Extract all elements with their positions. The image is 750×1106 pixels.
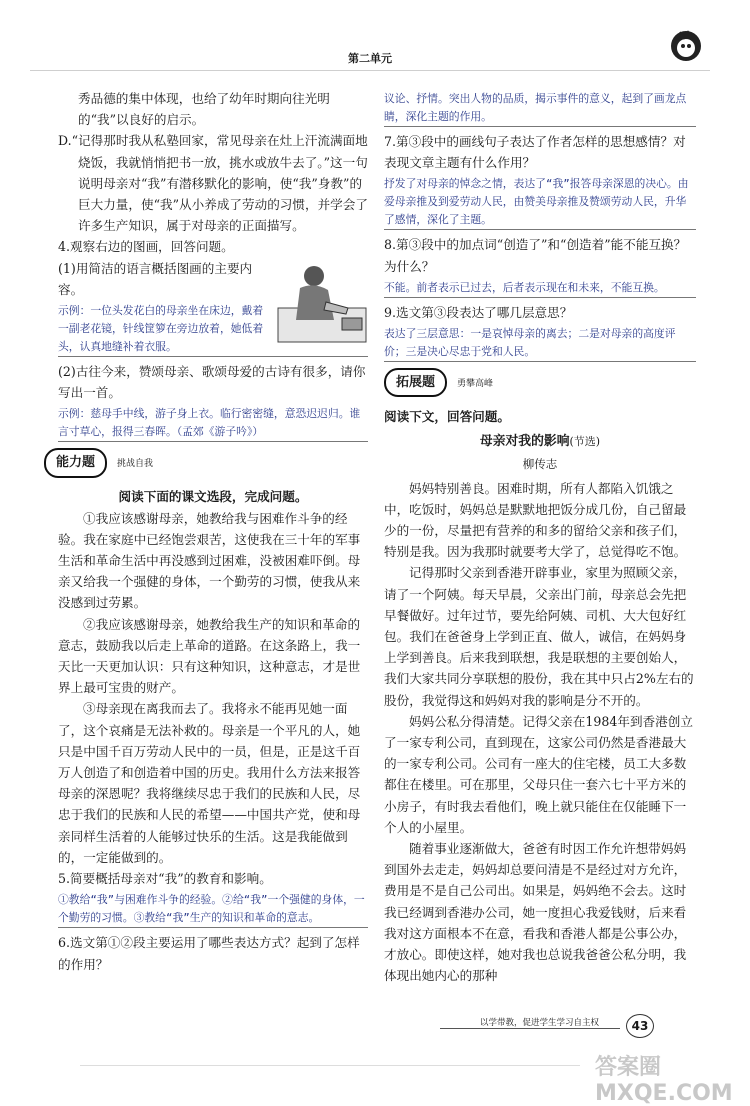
passage-paragraph-3: ③母亲现在离我而去了。我将永不能再见她一面了，这个哀痛是无法补救的。母亲是一个平凡的人，她只是中国千百万劳动人民中的一员，但是，正是这千百万人创造了和创造着中国的历史。我用什么方法来报答母亲的深恩呢？我将继续尽忠于我们的民族和人民，尽忠于我们的民族和人民的希望——中国共产党，使和母亲同样生活着的人能够过快乐的生活。这是我能做到的，一定能做到的。 [58, 701, 361, 865]
section-title: 拓展题 [384, 368, 447, 397]
ability-section-header [44, 448, 368, 482]
answer-6: 议论、抒情。突出人物的品质，揭示事件的意义，起到了画龙点睛，深化主题的作用。 [384, 90, 696, 127]
question-4-1: (1)用简洁的语言概括图画的主要内容。 [58, 260, 253, 297]
article-title [384, 431, 696, 452]
answer-4-1: 示例：一位头发花白的母亲坐在床边，戴着一副老花镜，针线筐箩在旁边放着，她低着头，认真地缝补着衣服。 [58, 302, 368, 357]
article-paragraph-4: 随着事业逐渐做大，爸爸有时因工作允许想带妈妈到国外去走走，妈妈却总要问清是不是经过对方允许，费用是不是自己公司出。如果是，妈妈绝不会去。这时我已经调到香港办公司，她一度担心我爱钱财，后来看我对这方面根本不在意，看我和香港人都是公事公办，才放心。即使这样，她对我也总说我爸爸公私分明，我体现出她内心的那种 [384, 841, 687, 984]
answer-5: ①教给“我”与困难作斗争的经验。②给“我”一个强健的身体，一个勤劳的习惯。③教给“我”生产的知识和革命的意志。 [58, 891, 368, 928]
watermark: 答案圈 MXQE.COM [595, 1055, 733, 1106]
question-6: 6.选文第①②段主要运用了哪些表达方式？起到了怎样的作用？ [58, 935, 360, 972]
article-note: (节选) [569, 435, 601, 449]
answer-7: 抒发了对母亲的悼念之情，表达了“我”报答母亲深恩的决心。由爱母亲推及到爱劳动人民，由赞美母亲推及赞颂劳动人民，升华了感情，深化了主题。 [384, 175, 696, 230]
mascot-icon [666, 26, 706, 66]
page-footer [440, 1014, 690, 1036]
reading-instruction: 阅读下文，回答问题。 [384, 409, 510, 425]
article-paragraph-1: 妈妈特别善良。困难时期，所有人都陷入饥饿之中，吃饭时，妈妈总是默默地把饭分成几份，自己留最少的一份，尽量把有营养的和多的留给父亲和孩子们，特别是我。因为我那时就要考大学了，总觉得吃不饱。 [384, 480, 687, 560]
article-paragraph-2: 记得那时父亲到香港开辟事业，家里为照顾父亲，请了一个阿姨。每天早晨，父亲出门前，母亲总会先把早餐做好。过年过节，要先给阿姨、司机、大大包好红包。我们在爸爸身上学到正直、做人，诚信，在妈妈身上学到善良。后来我到联想，我是联想的主要创始人，我们大家共同分享联想的股份，我在其中只占2%左右的股份，我觉得这和妈妈对我的影响是分不开的。 [384, 565, 694, 708]
passage-paragraph-2: ②我应该感谢母亲，她教给我生产的知识和革命的意志，鼓励我以后走上革命的道路。在这条路上，我一天比一天更加认识：只有这种知识，这种意志，才是世界上最可宝贵的财产。 [58, 616, 361, 696]
option-c-continued: 秀品德的集中体现，也给了幼年时期向往光明的“我”以良好的启示。 [78, 91, 330, 128]
article-title-text: 母亲对我的影响 [479, 434, 570, 450]
section-subtitle: 挑战自我 [117, 459, 154, 470]
answer-9: 表达了三层意思：一是哀悼母亲的离去；二是对母亲的高度评价；三是决心尽忠于党和人民。 [384, 325, 696, 362]
extension-section-header [384, 368, 696, 402]
footer-slogan: 以学带教，促进学生学习自主权 [480, 1018, 600, 1028]
question-4-2: (2)古往今来，赞颂母亲、歌颂母爱的古诗有很多，请你写出一首。 [58, 364, 366, 401]
right-column [384, 88, 696, 987]
question-7: 7.第③段中的画线句子表达了作者怎样的思想感情？对表现文章主题有什么作用？ [384, 134, 686, 171]
page-number: 43 [626, 1014, 654, 1038]
mother-sewing-illustration [276, 258, 368, 346]
answer-8: 不能。前者表示已过去，后者表示现在和未来，不能互换。 [384, 279, 696, 298]
reading-instruction: 阅读下面的课文选段，完成问题。 [118, 489, 308, 505]
section-title: 能力题 [44, 448, 107, 477]
passage-paragraph-1: ①我应该感谢母亲，她教给我与困难作斗争的经验。我在家庭中已经饱尝艰苦，这使我在三十年的军事生活和革命生活中再没感到过困难，没被困难吓倒。母亲又给我一个强健的身体，一个勤劳的习惯，使我从来没感到过劳累。 [58, 510, 361, 611]
left-column [58, 88, 368, 975]
page-header [30, 44, 710, 71]
question-5: 5.简要概括母亲对“我”的教育和影响。 [58, 871, 272, 887]
article-author: 柳传志 [522, 457, 558, 472]
answer-4-2: 示例：慈母手中线，游子身上衣。临行密密缝，意恐迟迟归。谁言寸草心，报得三春晖。（孟郊《游子吟》） [58, 405, 368, 442]
question-9: 9.选文第③段表达了哪几层意思？ [384, 304, 573, 320]
option-d: D.“记得那时我从私塾回家，常见母亲在灶上汗流满面地烧饭，我就悄悄把书一放，挑水或放牛去了。”这一句说明母亲对“我”有潜移默化的影响，使“我”身教”的巨大力量，使“我”从小养成了劳动的习惯，并学会了许多生产知识，属于对母亲的正面描写。 [58, 133, 368, 234]
question-4: 4.观察右边的图画，回答问题。 [58, 239, 234, 255]
question-8: 8.第③段中的加点词“创造了”和“创造着”能不能互换？为什么？ [384, 237, 687, 274]
footer-divider [440, 1028, 620, 1029]
bottom-divider [80, 1065, 580, 1066]
section-subtitle: 勇攀高峰 [457, 379, 494, 390]
article-paragraph-3: 妈妈公私分得清楚。记得父亲在1984年到香港创立了一家专利公司，直到现在，这家公司仍然是香港最大的一家专利公司。公司有一座大的住宅楼，员工大多数都住在楼里。可在那里，父母只住一套六七十平方米的小房子，有时我去看他们，晚上就只能住在仅能睡下一个人的小屋里。 [384, 713, 693, 835]
unit-title: 第二单元 [348, 52, 392, 65]
